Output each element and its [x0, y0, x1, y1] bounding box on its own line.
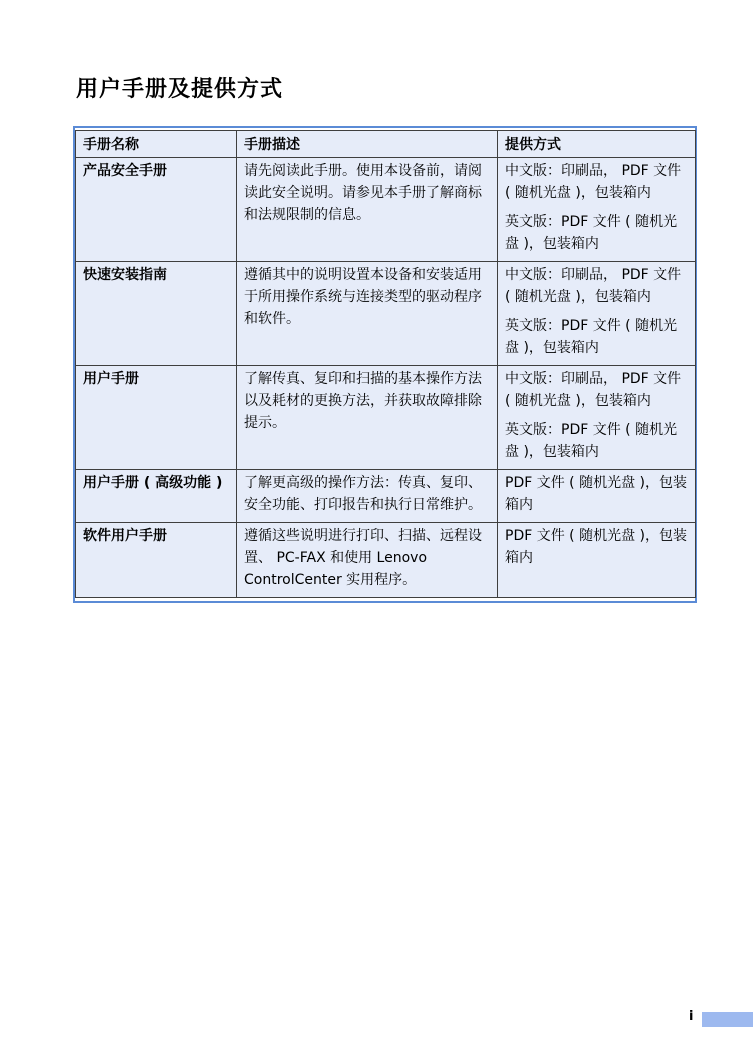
manual-name-cell: 用户手册 ( 高级功能 ) [76, 470, 237, 523]
column-header-description: 手册描述 [237, 131, 498, 158]
table-row [76, 523, 696, 598]
method-item: 中文版：印刷品， PDF 文件 ( 随机光盘 )，包装箱内 [505, 267, 682, 305]
manual-method-cell [498, 366, 696, 470]
manual-name-cell: 用户手册 [76, 366, 237, 470]
column-header-name: 手册名称 [76, 131, 237, 158]
manual-description-cell: 遵循其中的说明设置本设备和安装适用于所用操作系统与连接类型的驱动程序和软件。 [237, 262, 498, 366]
page-tab-marker [702, 1012, 753, 1027]
manual-description-cell: 了解传真、复印和扫描的基本操作方法以及耗材的更换方法，并获取故障排除提示。 [237, 366, 498, 470]
manual-method-cell [498, 470, 696, 523]
column-header-method: 提供方式 [498, 131, 696, 158]
table-header-row [76, 131, 696, 158]
method-item: 英文版：PDF 文件 ( 随机光盘 )，包装箱内 [505, 422, 678, 460]
manual-name-cell: 产品安全手册 [76, 158, 237, 262]
manual-name-cell: 软件用户手册 [76, 523, 237, 598]
manual-description-cell: 遵循这些说明进行打印、扫描、远程设置、 PC-FAX 和使用 Lenovo ControlCenter 实用程序。 [237, 523, 498, 598]
manual-description-cell: 请先阅读此手册。使用本设备前，请阅读此安全说明。请参见本手册了解商标和法规限制的信息。 [237, 158, 498, 262]
table-row [76, 262, 696, 366]
table-row [76, 366, 696, 470]
manual-method-cell [498, 158, 696, 262]
manual-name-cell: 快速安装指南 [76, 262, 237, 366]
method-item: PDF 文件 ( 随机光盘 )，包装箱内 [505, 528, 687, 566]
page-number: i [689, 1009, 694, 1024]
manual-description-cell: 了解更高级的操作方法：传真、复印、安全功能、打印报告和执行日常维护。 [237, 470, 498, 523]
table-row [76, 470, 696, 523]
method-item: PDF 文件 ( 随机光盘 )，包装箱内 [505, 475, 687, 513]
manual-table-frame [73, 126, 697, 603]
method-item: 英文版：PDF 文件 ( 随机光盘 )，包装箱内 [505, 214, 678, 252]
table-row [76, 158, 696, 262]
method-item: 英文版：PDF 文件 ( 随机光盘 )，包装箱内 [505, 318, 678, 356]
manual-table [75, 130, 696, 598]
method-item: 中文版：印刷品， PDF 文件 ( 随机光盘 )，包装箱内 [505, 371, 682, 409]
page-title: 用户手册及提供方式 [76, 77, 284, 102]
manual-method-cell [498, 262, 696, 366]
method-item: 中文版：印刷品， PDF 文件 ( 随机光盘 )，包装箱内 [505, 163, 682, 201]
manual-method-cell [498, 523, 696, 598]
